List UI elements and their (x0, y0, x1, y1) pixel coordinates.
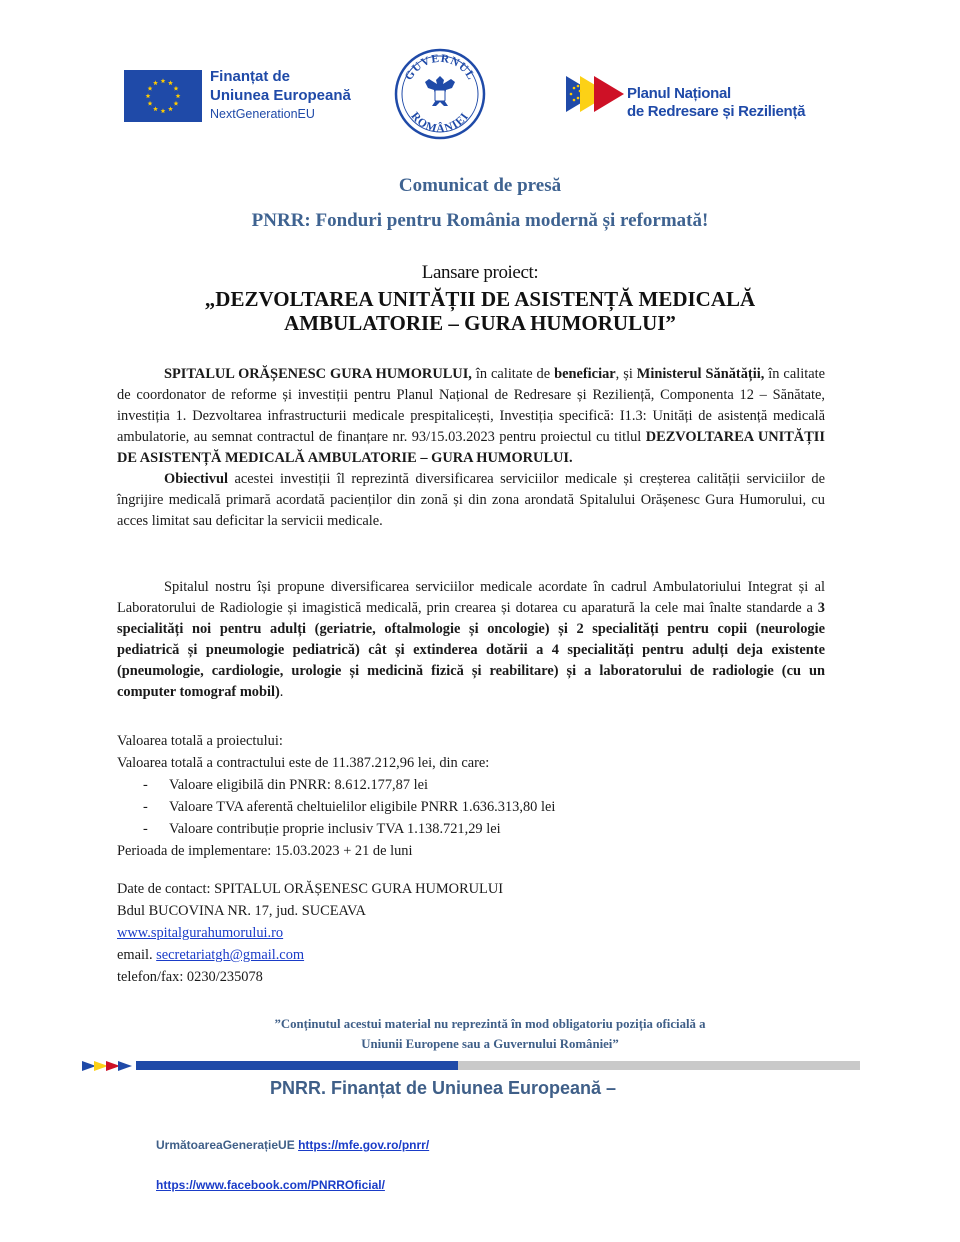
list-item-text: Valoare eligibilă din PNRR: 8.612.177,87 lei (169, 777, 429, 793)
project-title-line1: „DEZVOLTAREA UNITĂȚII DE ASISTENȚĂ MEDICALĂ (204, 287, 756, 311)
press-release-title: Comunicat de presă (398, 175, 562, 196)
pnrr-logo-icon (566, 76, 626, 112)
contact-address: Bdul BUCOVINA NR. 17, jud. SUCEAVA (117, 903, 366, 919)
paragraph-contract (117, 364, 825, 469)
list-item (117, 774, 825, 796)
footer-bar-blue (136, 1061, 458, 1070)
objective-label: Obiectivul (164, 471, 228, 487)
list-item-text: Valoare TVA aferentă cheltuielilor eligibile PNRR 1.636.313,80 lei (169, 799, 556, 815)
eu-label-line2: Uniunea Europeană (210, 87, 351, 104)
bullet-dash: - (143, 777, 148, 793)
pnrr-label-line1: Planul Național (627, 85, 731, 102)
eu-star-icon (174, 101, 179, 106)
eu-star-icon (148, 101, 153, 106)
text-run: , și (615, 366, 637, 382)
specialties-list: 3 specialități noi pentru adulți (geriatrie, oftalmologie și oncologie) și 2 specialități pentru copii (neurologie pediatrică și pneumologie pediatrică) cât și extinderea dotării a 4 specialități pentru adulți deja existente (pneumologie, cardiologie, urologie și medicină fizică și reabilitare) și a laboratorului de radiologie (cu un computer tomograf mobil) (117, 600, 825, 700)
text-run: în calitate de coordonator de reforme și investiții pentru Planul Național de Redresare și Reziliență, Componenta 12 – Sănătate, investiția 1. Dezvoltarea infrastructurii medicale prespitalicești, Investiția specifică: I1.3: Unități de asistență medicală ambulatorie, au semnat contractul de finanțare nr. 93/15.03.2023 pentru proiectul cu titlul (117, 366, 825, 445)
implementation-period: Perioada de implementare: 15.03.2023 + 21 de luni (117, 843, 413, 859)
paragraph-objective (117, 469, 825, 532)
disclaimer-line2: Uniunii Europene sau a Guvernului României” (361, 1037, 619, 1051)
facebook-link[interactable]: https://www.facebook.com/PNRROficial/ (156, 1178, 385, 1192)
eu-star-icon (146, 93, 151, 98)
pnrr-label-line2: de Redresare și Reziliență (627, 103, 806, 120)
eu-star-icon (174, 86, 179, 91)
project-name-inline: DEZVOLTAREA UNITĂȚII DE ASISTENȚĂ MEDICALĂ AMBULATORIE – GURA HUMORULUI. (117, 429, 825, 466)
seal-text-bottom: ROMÂNIEI (408, 110, 472, 136)
slogan: PNRR: Fonduri pentru România modernă și reformată! (251, 210, 709, 231)
ministry-name: Ministerul Sănătății, (636, 366, 765, 382)
beneficiary-name: SPITALUL ORĂȘENESC GURA HUMORULUI, (164, 366, 472, 382)
text-run: acestei investiții îl reprezintă diversificarea serviciilor medicale și creșterea calității serviciilor de îngrijire medicală primară acordată pacienților din zonă și din zona arondată Spitalului Orășenesc Gura Humorului, cu acces limitat sau deficitar la servicii medicale. (117, 471, 825, 529)
footer-bar-grey (458, 1061, 860, 1070)
bullet-dash: - (143, 821, 148, 837)
eu-star-icon (168, 80, 173, 85)
project-title-line2: AMBULATORIE – GURA HUMORULUI” (284, 311, 676, 335)
email-row (117, 944, 825, 966)
disclaimer-line1: ”Conținutul acestui material nu reprezintă în mod obligatoriu poziția oficială a (274, 1017, 706, 1031)
disclaimer (230, 1014, 750, 1054)
launch-label: Lansare proiect: (421, 262, 539, 283)
footer-arrows-icon (82, 1058, 134, 1074)
text-run: Spitalul nostru își propune diversificarea serviciilor medicale acordate în cadrul Ambulatoriului Integrat și al Laboratorului de Radiologie și imagistică medicală, prin crearea și dotarea cu aparatură la cele mai înalte standarde a (117, 579, 825, 616)
body-section-2 (117, 577, 825, 703)
eu-star-icon (161, 78, 166, 83)
values-total: Valoarea totală a contractului este de 11.387.212,96 lei, din care: (117, 755, 490, 771)
values-heading: Valoarea totală a proiectului: (117, 733, 283, 749)
text-run: . (279, 684, 284, 700)
pnrr-label (627, 85, 805, 121)
eu-stars (124, 70, 202, 122)
eu-flag-icon (124, 70, 202, 122)
eu-label-line1: Finanțat de (210, 68, 291, 85)
website-row (117, 922, 825, 944)
contact-line1: Date de contact: SPITALUL ORĂȘENESC GURA HUMORULUI (117, 881, 504, 897)
text-run-bold: beneficiar (554, 366, 616, 382)
phone-fax: telefon/fax: 0230/235078 (117, 969, 263, 985)
contact-details (117, 878, 825, 988)
project-values (117, 730, 825, 862)
website-link[interactable]: www.spitalgurahumorului.ro (117, 925, 284, 941)
email-link[interactable]: secretariatgh@gmail.com (156, 947, 305, 963)
list-item (117, 818, 825, 840)
government-seal-icon (394, 48, 486, 140)
list-item (117, 796, 825, 818)
mfe-link[interactable]: https://mfe.gov.ro/pnrr/ (298, 1138, 430, 1152)
eu-star-icon (168, 106, 173, 111)
footer-next-gen-label: UrmătoareaGenerațieUE (156, 1138, 299, 1152)
footer-line-facebook (156, 1178, 385, 1192)
eu-funding-label (210, 67, 351, 123)
eu-star-icon (161, 108, 166, 113)
eu-label-line3: NextGenerationEU (210, 107, 315, 121)
list-item-text: Valoare contribuție proprie inclusiv TVA 1.138.721,29 lei (169, 821, 501, 837)
eu-star-icon (176, 93, 181, 98)
project-title (0, 287, 960, 335)
email-label: email. (117, 947, 157, 963)
text-run: în calitate de (471, 366, 555, 382)
paragraph-specialties (117, 577, 825, 703)
eu-star-icon (148, 86, 153, 91)
footer-line-mfe (156, 1138, 429, 1152)
footer-title: PNRR. Finanțat de Uniunea Europeană – (270, 1078, 617, 1098)
seal-text-top: GUVERNUL (402, 52, 478, 83)
eu-star-icon (153, 80, 158, 85)
body-section-1 (117, 364, 825, 532)
eu-star-icon (153, 106, 158, 111)
bullet-dash: - (143, 799, 148, 815)
